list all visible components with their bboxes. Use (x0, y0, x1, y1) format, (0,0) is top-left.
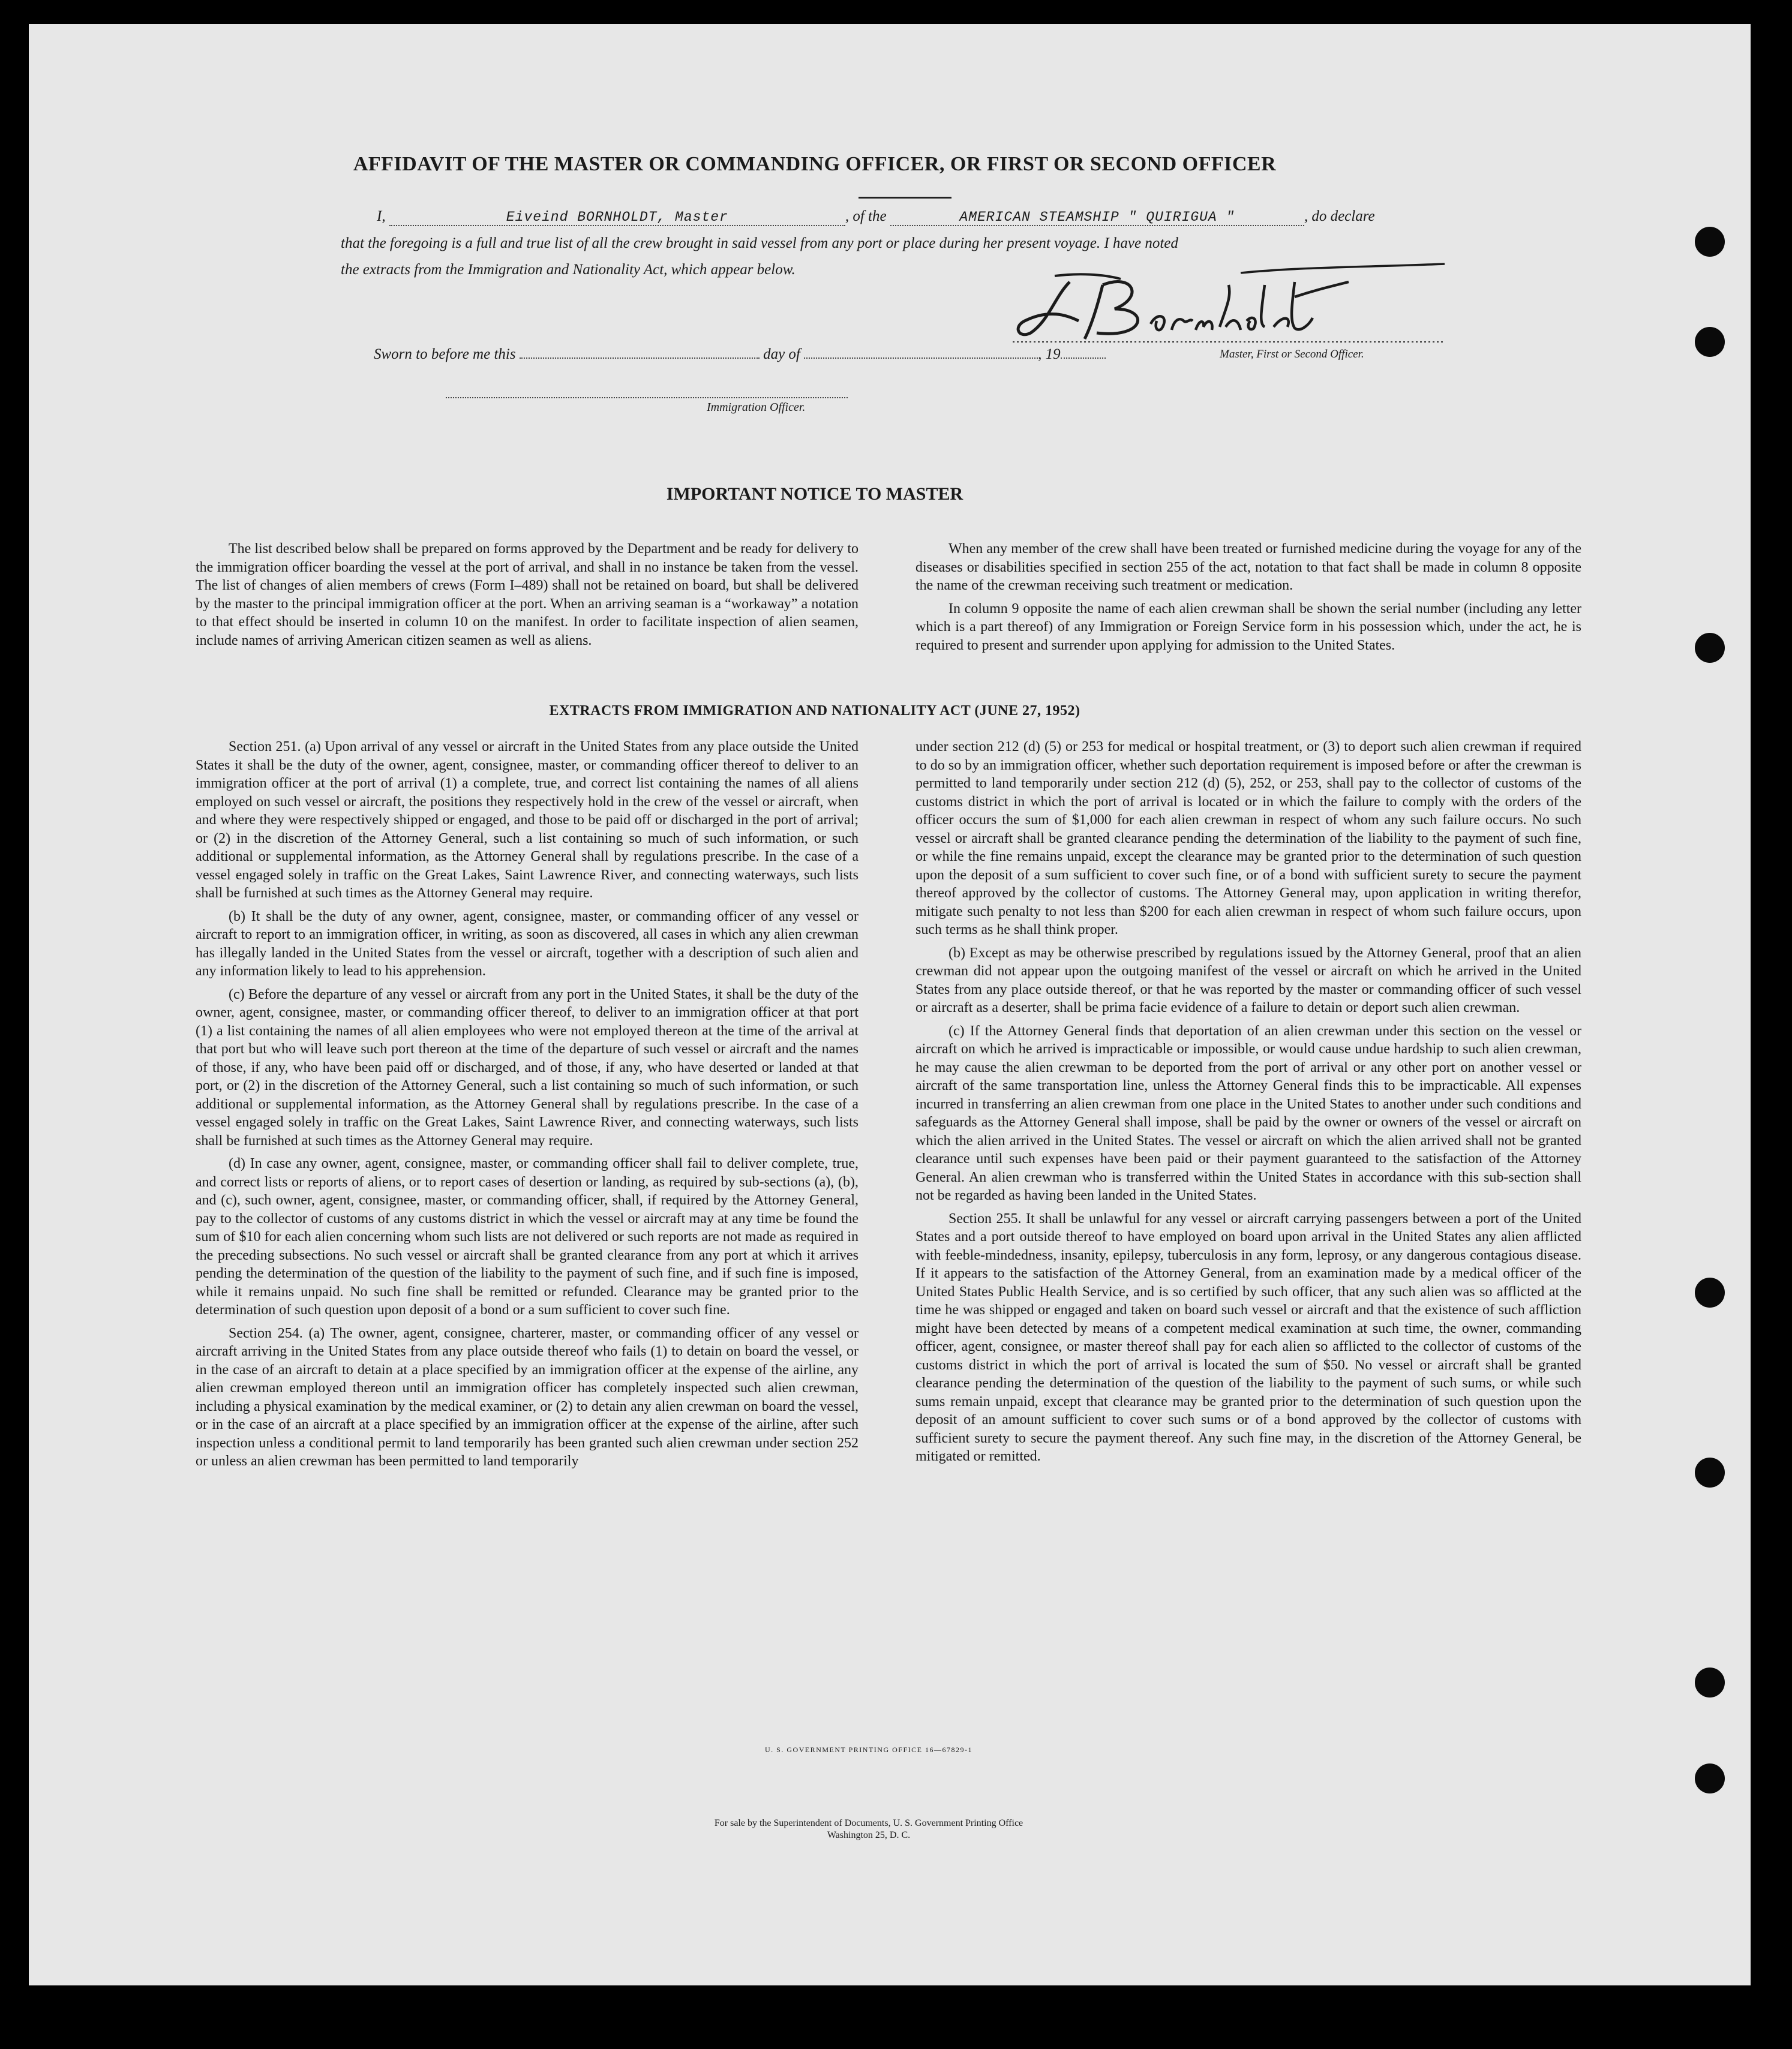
of-the-label: , of the (845, 208, 887, 224)
extract-paragraph: (b) It shall be the duty of any owner, agent, consignee, master, or commanding officer of any vessel or aircraft to report to an immigration officer, in writing, as soon as discovered, all cases in which any alien crewman has illegally landed in the United States from the vessel or aircraft, together with a description of such alien and any information likely to lead to his apprehension. (196, 908, 859, 979)
year-label: , 19 (1038, 346, 1061, 362)
punch-hole (1695, 227, 1725, 257)
declarant-field: Eiveind BORNHOLDT, Master (389, 209, 845, 226)
signer-title: Master, First or Second Officer. (1220, 348, 1364, 360)
extract-paragraph: Section 251. (a) Upon arrival of any vessel or aircraft in the United States from any place outside the United States it shall be the duty of the owner, agent, consignee, master, or commanding officer thereof to deliver to an immigration officer at the port of arrival (1) a complete, true, and correct list containing the names of all aliens employed on such vessel or aircraft, the positions they respectively hold in the crew of the vessel or aircraft, when and where they were respectively shipped or engaged, and those to be paid off or discharged in the port of arrival; or (2) in the discretion of the Attorney General, such a list containing so much of such information, or such additional or supplemental information, as the Attorney General shall by regulations prescribe. In the case of a vessel engaged solely in traffic on the Great Lakes, Saint Lawrence River, and connecting waterways, such lists shall be furnished at such times as the Attorney General may require. (196, 739, 859, 901)
immigration-officer-label: Immigration Officer. (707, 401, 806, 414)
officer-signature-line (446, 397, 848, 398)
notice-left-column (196, 540, 859, 654)
do-declare-label: , do declare (1304, 208, 1375, 224)
notice-left-paragraph: The list described below shall be prepared on forms approved by the Department and be ready for delivery to the immigration officer boarding the vessel at the port of arrival, and shall in no instance be taken from the vessel. The list of changes of alien members of crews (Form I–489) shall not be retained on board, but shall be delivered by the master to the principal immigration officer at the port. When an arriving seaman is a “workaway” a notation to that effect should be inserted in column 10 on the manifest. In order to facilitate inspection of alien seamen, include names of arriving American citizen seamen as well as aliens. (196, 541, 859, 648)
day-of-label: day of (763, 346, 800, 362)
notice-right-paragraph-2: In column 9 opposite the name of each alien crewman shall be shown the serial number (including any letter which is a part thereof) of any Immigration or Foreign Service form in his possession which, under the act, he is required to present and surrender upon applying for admission to the United States. (915, 600, 1581, 653)
extracts-left-column (196, 738, 859, 1476)
sale-line-2: Washington 25, D. C. (827, 1830, 911, 1840)
statement-line-2: the extracts from the Immigration and Nationality Act, which appear below. (341, 262, 796, 278)
extract-paragraph: (c) Before the departure of any vessel or aircraft from any port in the United States, it shall be the duty of the owner, agent, consignee, master, or commanding officer thereof, to deliver to an immigration officer at that port (1) a list containing the names of all alien employees who were not employed thereon at the time of the arrival at that port but who will leave such port thereon at the time of the departure of such vessel or aircraft and the names of those, if any, who have been paid off or discharged, and of those, if any, who have deserted or landed at that port, or (2) in the discretion of the Attorney General, such a list containing so much of such information, or such additional or supplemental information, as the Attorney General shall by regulations prescribe. In the case of a vessel engaged solely in traffic on the Great Lakes, Saint Lawrence River, and connecting waterways, such lists shall be furnished at such times as the Attorney General may require. (196, 986, 859, 1149)
punch-hole (1695, 1458, 1725, 1488)
extracts-right-column (915, 738, 1581, 1471)
extracts-heading: EXTRACTS FROM IMMIGRATION AND NATIONALITY ACT (JUNE 27, 1952) (549, 703, 1080, 719)
sale-notice (569, 1817, 1169, 1841)
notice-heading: IMPORTANT NOTICE TO MASTER (666, 484, 963, 504)
sworn-month-field (804, 357, 1038, 359)
declare-prefix: I, (377, 208, 386, 224)
punch-hole (1695, 1763, 1725, 1793)
sworn-day-field (520, 357, 760, 359)
extract-paragraph: under section 212 (d) (5) or 253 for medical or hospital treatment, or (3) to deport such alien crewman if required to do so by an immigration officer, whether such deportation requirement is imposed before or after the crewman is permitted to land temporarily under section 212 (d) (5), 252, or 253, shall pay to the collector of customs of the customs district in which the port of arrival is located or in which the failure to comply with the orders of the officer occurs the sum of $1,000 for each alien crewman in respect of whom any such failure occurs. No such vessel or aircraft shall be granted clearance pending the determination of the liability to the payment of such fine, or while the fine remains unpaid, except the clearance may be granted prior to the determination of such question upon the deposit of a sum sufficient to cover such fine, or of a bond with sufficient surety to secure the payment thereof approved by the collector of customs. The Attorney General may, upon application in writing therefor, mitigate such penalty to not less than $200 for each alien crewman in respect of whom such failure occurs, upon such terms as he shall think proper. (915, 739, 1581, 938)
punch-hole (1695, 633, 1725, 663)
punch-hole (1695, 1278, 1725, 1308)
master-signature (1013, 261, 1445, 357)
title-rule (859, 197, 951, 199)
sworn-line (374, 346, 1106, 363)
punch-hole (1695, 327, 1725, 357)
sale-line-1: For sale by the Superintendent of Documents, U. S. Government Printing Office (714, 1818, 1023, 1828)
declaration-line (377, 208, 1463, 226)
extract-paragraph: Section 255. It shall be unlawful for any vessel or aircraft carrying passengers between a port of the United States and a port outside thereof to have employed on board upon arrival in the United States any alien afflicted with feeble-mindedness, insanity, epilepsy, tuberculosis in any form, leprosy, or any dangerous contagious disease. If it appears to the satisfaction of the Attorney General, from an examination made by a medical officer of the United States Public Health Service, and is so certified by such officer, that any such alien was so afflicted at the time he was shipped or engaged and taken on board such vessel or aircraft and that the existence of such affliction might have been detected by means of a competent medical examination at such time, the owner, commanding officer, agent, consignee, or master thereof shall pay for each alien so afflicted to the collector of customs of the customs district in which the port of arrival is located the sum of $50. No vessel or aircraft shall be granted clearance pending the determination of the question of the liability to the payment of such sums, or while such sums remain unpaid, except that clearance may be granted prior to the determination of such question upon the deposit of an amount sufficient to cover such sums or of a bond approved by the collector of customs with sufficient surety to secure the payment thereof. Any such fine may, in the discretion of the Attorney General, be mitigated or remitted. (915, 1210, 1581, 1464)
affidavit-title: AFFIDAVIT OF THE MASTER OR COMMANDING OFFICER, OR FIRST OR SECOND OFFICER (353, 153, 1277, 175)
extract-paragraph: (d) In case any owner, agent, consignee, master, or commanding officer shall fail to deliver complete, true, and correct lists or reports of aliens, or to report cases of desertion or landing, as required by sub-sections (a), (b), and (c), such owner, agent, consignee, master, or commanding officer, shall, if required by the Attorney General, pay to the collector of customs of any customs district in which the vessel or aircraft may at any time be found the sum of $10 for each alien concerning whom such lists are not delivered or such reports are not made as required in the preceding subsections. No such vessel or aircraft shall be granted clearance from any port at which it arrives pending the determination of the question of the liability to the payment of such fine, and if such fine is imposed, while it remains unpaid. No such fine shall be remitted or refunded. Clearance may be granted prior to the determination of such question upon deposit of a bond or a sum sufficient to cover such fine. (196, 1156, 859, 1318)
notice-right-paragraph-1: When any member of the crew shall have been treated or furnished medicine during the voyage for any of the diseases or disabilities specified in section 255 of the act, notation to that fact shall be made in column 8 opposite the name of the crewman receiving such treatment or medication. (915, 541, 1581, 593)
printing-office-line: U. S. GOVERNMENT PRINTING OFFICE 16—67829-1 (765, 1745, 972, 1754)
extract-paragraph: (b) Except as may be otherwise prescribed by regulations issued by the Attorney General, proof that an alien crewman did not appear upon the outgoing manifest of the vessel or aircraft on which he arrived in the United States from any place outside thereof, or that he was reported by the master or commanding officer of such vessel or aircraft as a deserter, shall be prima facie evidence of a failure to detain or deport such alien crewman. (915, 945, 1581, 1016)
extract-paragraph: Section 254. (a) The owner, agent, consignee, charterer, master, or commanding officer of any vessel or aircraft arriving in the United States from any place outside thereof who fails (1) to detain on board the vessel, or in the case of an aircraft to detain at a place specified by an immigration officer at the expense of the airline, any alien crewman employed thereon until an immigration officer has completely inspected such alien crewman, including a physical examination by the medical examiner, or (2) to detain any alien crewman on board the vessel, or in the case of an aircraft at a place specified by an immigration officer at the expense of the airline, after such inspection unless a conditional permit to land temporarily has been granted such alien crewman under section 252 or unless an alien crewman has been permitted to land temporarily (196, 1325, 859, 1469)
punch-hole (1695, 1668, 1725, 1698)
notice-right-column (915, 540, 1581, 659)
sworn-label: Sworn to before me this (374, 346, 516, 362)
sworn-year-field (1061, 357, 1106, 359)
vessel-field: AMERICAN STEAMSHIP " QUIRIGUA " (890, 209, 1304, 226)
document-page (29, 24, 1751, 1985)
extract-paragraph: (c) If the Attorney General finds that deportation of an alien crewman under this section on the vessel or aircraft on which he arrived is impracticable or impossible, or would cause undue hardship to such alien crewman, he may cause the alien crewman to be deported from the port of arrival or any other port on another vessel or aircraft of the same transportation line, unless the Attorney General finds this to be impracticable. All expenses incurred in transferring an alien crewman from one place in the United States to another under such conditions and safeguards as the Attorney General shall impose, shall be paid by the owner or owners of the vessel or aircraft on which the alien arrived in the United States. The vessel or aircraft on which the alien arrived shall not be granted clearance until such expenses have been paid or their payment guaranteed to the satisfaction of the Attorney General. An alien crewman who is transferred within the United States in accordance with this sub-section shall not be regarded as having been landed in the United States. (915, 1023, 1581, 1203)
statement-line-1: that the foregoing is a full and true list of all the crew brought in said vessel from any port or place during her present voyage. I have noted (341, 235, 1178, 251)
